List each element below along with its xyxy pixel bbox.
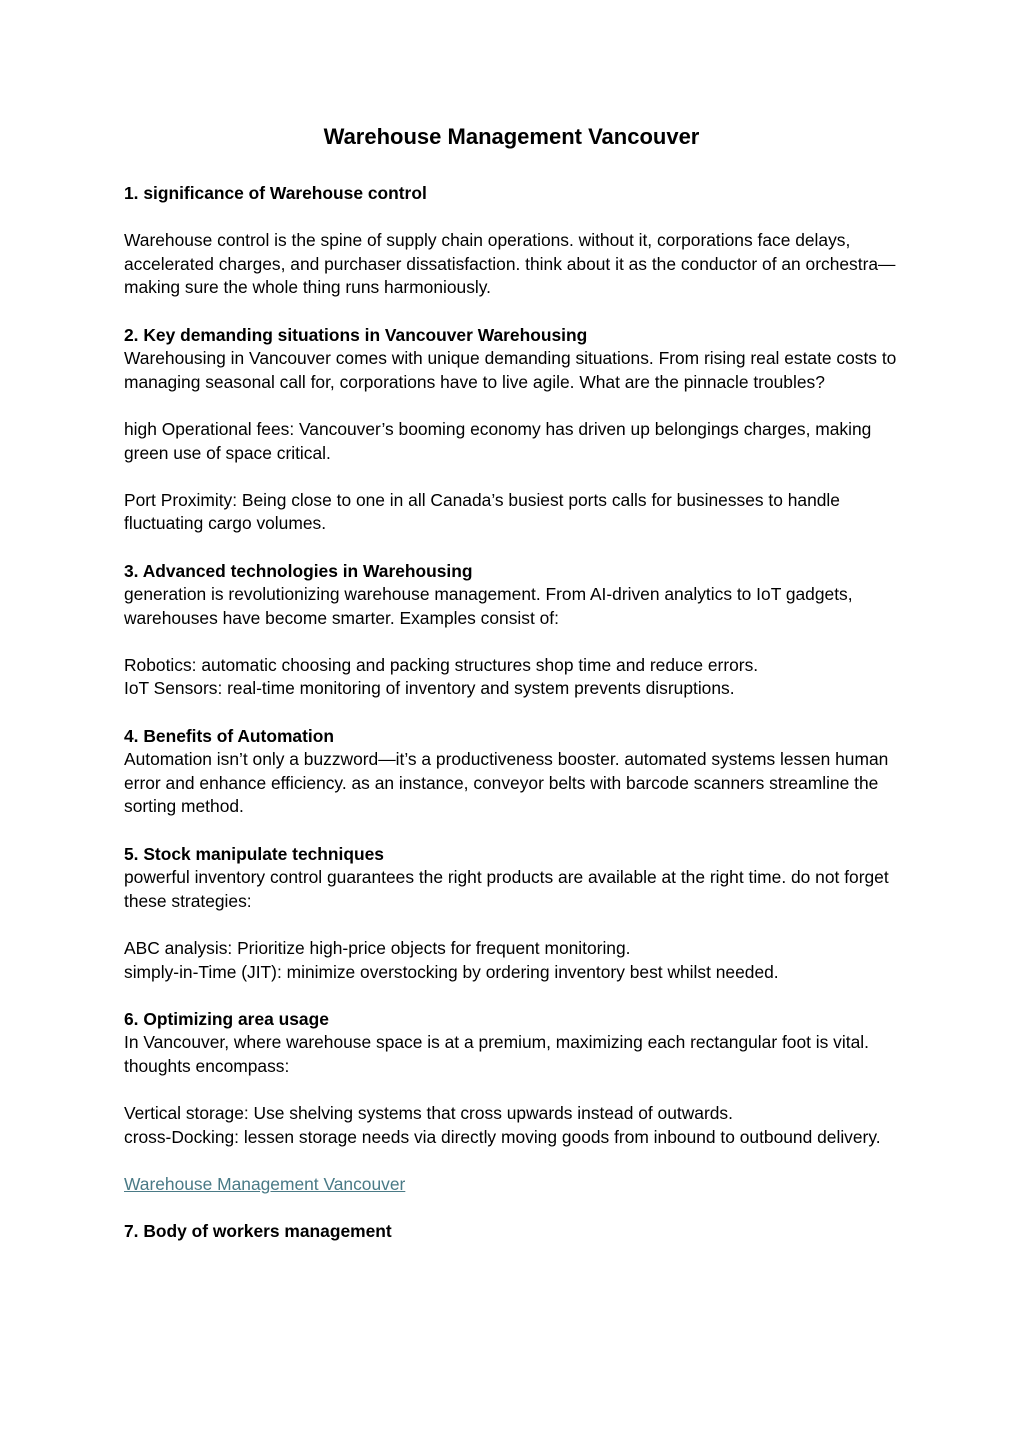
section-6-paragraph: In Vancouver, where warehouse space is at a premium, maximizing each rectangular foot is vital. thoughts encompass: bbox=[124, 1032, 869, 1076]
section-1-paragraph: Warehouse control is the spine of supply chain operations. without it, corporations face delays, accelerated charges, and purchaser dissatisfaction. think about it as the conductor of an orchestra—making sure the whole thing runs harmoniously. bbox=[124, 230, 896, 298]
section-6-item-2: cross-Docking: lessen storage needs via directly moving goods from inbound to outbound delivery. bbox=[124, 1126, 881, 1147]
section-6-item-1: Vertical storage: Use shelving systems that cross upwards instead of outwards. bbox=[124, 1103, 733, 1124]
warehouse-management-link[interactable]: Warehouse Management Vancouver bbox=[124, 1173, 406, 1194]
spacer bbox=[124, 1149, 914, 1173]
section-2-item-1: high Operational fees: Vancouver’s booming economy has driven up belongings charges, making green use of space critical. bbox=[124, 418, 872, 463]
spacer bbox=[124, 536, 914, 560]
spacer bbox=[124, 1079, 914, 1103]
section-6-heading: 6. Optimizing area usage bbox=[124, 1008, 329, 1029]
document-title: Warehouse Management Vancouver bbox=[323, 124, 700, 149]
section-5-item-2: simply-in-Time (JIT): minimize overstocking by ordering inventory best whilst needed. bbox=[124, 961, 779, 982]
spacer bbox=[124, 394, 914, 418]
section-3-item-2: IoT Sensors: real-time monitoring of inventory and system prevents disruptions. bbox=[124, 678, 735, 699]
section-3-item-1: Robotics: automatic choosing and packing structures shop time and reduce errors. bbox=[124, 654, 759, 675]
spacer bbox=[124, 1197, 914, 1221]
section-2-heading: 2. Key demanding situations in Vancouver Warehousing bbox=[124, 324, 588, 345]
spacer bbox=[124, 465, 914, 489]
spacer bbox=[124, 913, 914, 937]
section-5-heading: 5. Stock manipulate techniques bbox=[124, 843, 384, 864]
spacer bbox=[124, 819, 914, 843]
section-5-paragraph: powerful inventory control guarantees the right products are available at the right time. do not forget these strategies: bbox=[124, 867, 889, 911]
spacer bbox=[124, 630, 914, 654]
section-3-heading: 3. Advanced technologies in Warehousing bbox=[124, 560, 473, 581]
section-4-heading: 4. Benefits of Automation bbox=[124, 725, 334, 746]
spacer bbox=[124, 300, 914, 324]
document-body bbox=[124, 182, 914, 1244]
section-7-heading: 7. Body of workers management bbox=[124, 1221, 392, 1242]
section-1-heading: 1. significance of Warehouse control bbox=[124, 183, 427, 203]
spacer bbox=[124, 701, 914, 725]
spacer bbox=[124, 206, 914, 230]
section-5-item-1: ABC analysis: Prioritize high-price objects for frequent monitoring. bbox=[124, 938, 631, 958]
section-4-paragraph: Automation isn’t only a buzzword—it’s a productiveness booster. automated systems lessen human error and enhance efficiency. as an instance, conveyor belts with barcode scanners streamline the sorting method. bbox=[124, 749, 889, 817]
section-2-paragraph: Warehousing in Vancouver comes with unique demanding situations. From rising real estate costs to managing seasonal call for, corporations have to live agile. What are the pinnacle troubles? bbox=[124, 348, 897, 392]
spacer bbox=[124, 984, 914, 1008]
section-3-paragraph: generation is revolutionizing warehouse management. From AI-driven analytics to IoT gadgets, warehouses have become smarter. Examples consist of: bbox=[124, 584, 853, 628]
section-2-item-2: Port Proximity: Being close to one in all Canada’s busiest ports calls for businesses to handle fluctuating cargo volumes. bbox=[124, 489, 840, 534]
